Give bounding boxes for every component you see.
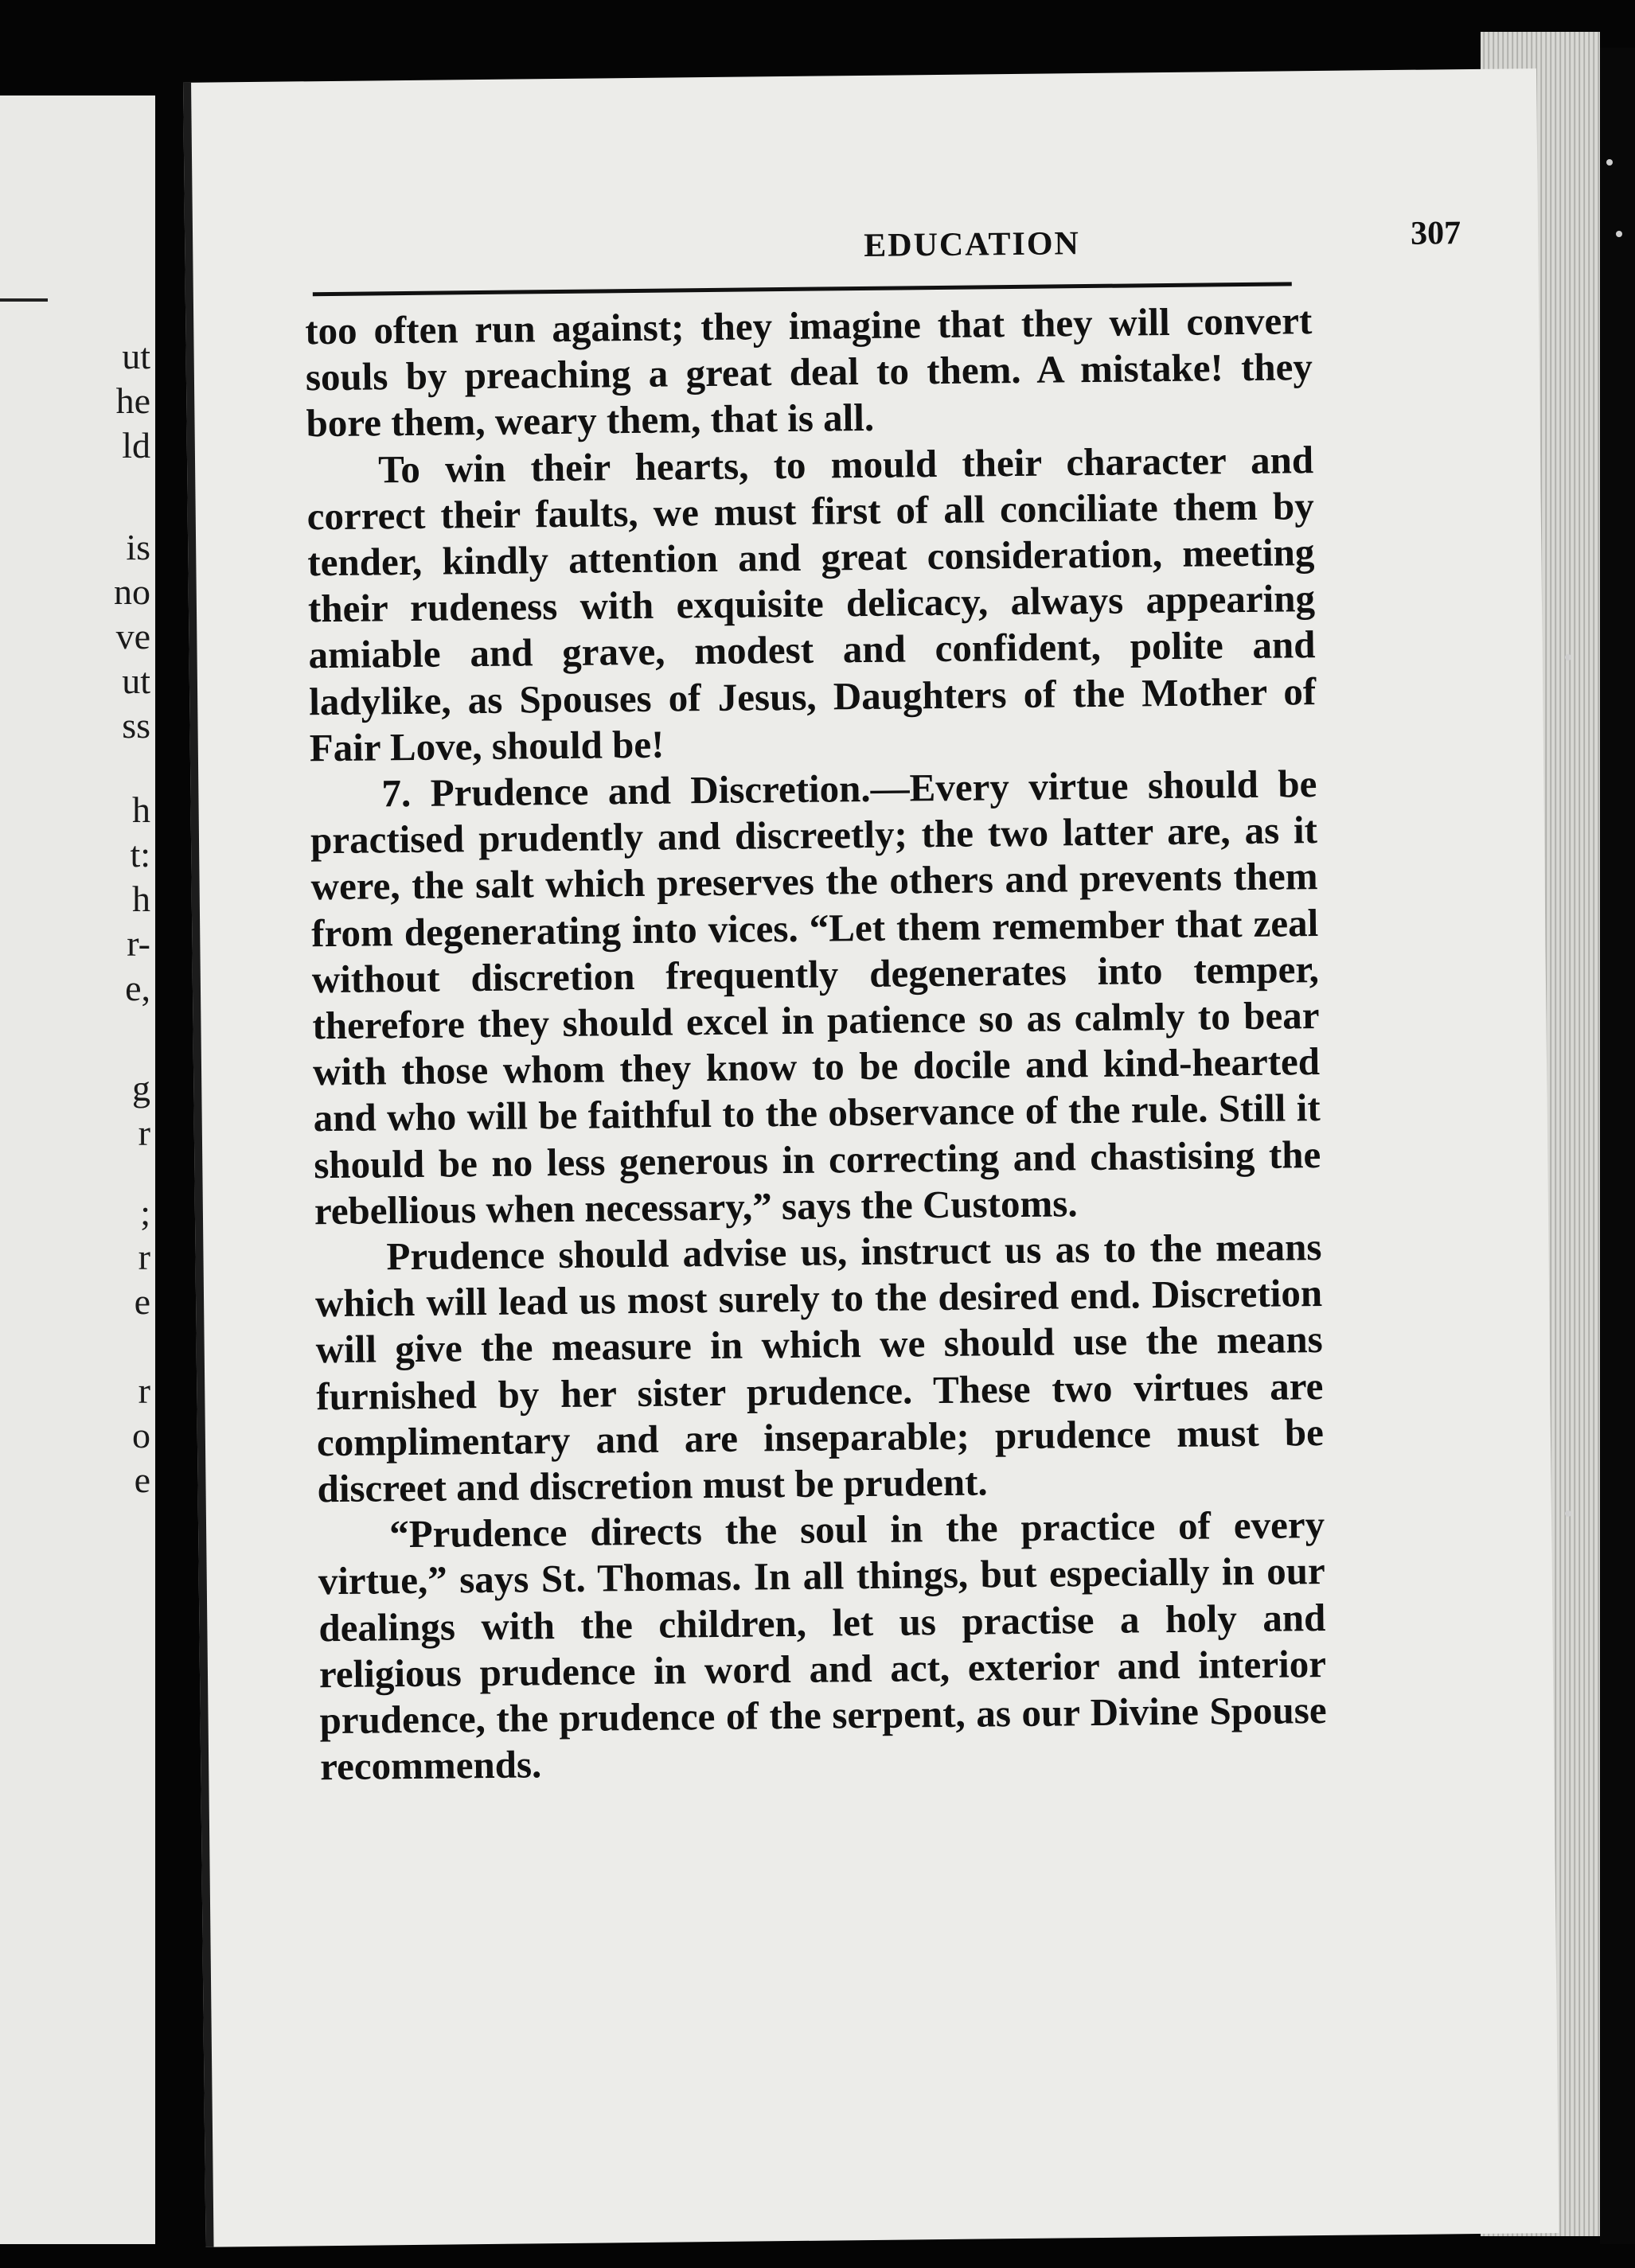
facing-page-fragment: h [132, 789, 150, 830]
facing-page-fragment: ve [115, 616, 150, 657]
facing-page-fragment: e, [125, 968, 150, 1008]
page-header [670, 215, 1467, 276]
facing-page-fragment: r [138, 1237, 150, 1277]
facing-page-fragment: he [115, 380, 150, 421]
scan-speck [1565, 1510, 1571, 1517]
facing-page-fragment: r- [127, 923, 150, 964]
body-text [305, 298, 1327, 1791]
page-number: 307 [1410, 215, 1461, 252]
scan-speck [1606, 159, 1613, 166]
facing-page-fragment: g [132, 1068, 150, 1109]
facing-page-fragment: r [138, 1113, 150, 1153]
facing-page-fragment: o [132, 1415, 150, 1455]
facing-page-fragment: ut [122, 661, 150, 701]
facing-page-fragment: r [138, 1370, 150, 1411]
facing-page-fragment: t: [130, 834, 150, 875]
paragraph: 7. Prudence and Discretion.—Every virtue should be practised prudently and discreetly; the two latter are, as it were, the salt which preserves the others and prevents them from degenerating into vices. “Let them remember that zeal without discretion frequently degenerates into temper, therefore they should excel in patience so as calmly to bear with those whom they know to be docile and kind-hearted and who will be faithful to the observance of the rule. Still it should be no less generous in correcting and chastising the rebellious when necessary,” says the Customs. [310, 762, 1321, 1233]
facing-page-fragment: ss [122, 705, 150, 746]
facing-page-fragment: ut [122, 336, 150, 376]
facing-page-fragment: h [132, 879, 150, 919]
paragraph: To win their hearts, to mould their character and correct their faults, we must first of all conciliate them by tender, kindly attention and great consideration, meeting their rudeness with exquisite delicacy, always appearing amiable and grave, modest and confident, polite and ladylike, as Spouses of Jesus, Daughters of the Mother of Fair Love, should be! [306, 437, 1317, 770]
facing-page-fragment: e [134, 1459, 150, 1500]
paragraph: “Prudence directs the soul in the practice of every virtue,” says St. Thomas. In all things, but especially in our dealings with the children, let us practise a holy and religious prudence in word and act, exterior and interior prudence, the prudence of the serpent, as our Divine Spouse recommends. [318, 1502, 1327, 1789]
facing-page-fragment: ld [122, 425, 150, 466]
facing-page-fragment: ; [140, 1192, 150, 1233]
facing-page-fragment: is [126, 527, 150, 567]
paragraph: Prudence should advise us, instruct us as to the means which will lead us most surely to the desired end. Discretion will give the measure in which we should use the means furnished by her sister prudence. These two virtues are complimentary and are inseparable; prudence must be discreet and discretion must be prudent. [314, 1225, 1325, 1511]
scan-speck [1616, 231, 1622, 237]
facing-page-rule [0, 298, 48, 302]
book-page [183, 68, 1559, 2247]
running-head: EDUCATION [864, 225, 1081, 264]
page-edge-shadow [1600, 48, 1635, 2244]
facing-page-fragment: e [134, 1281, 150, 1322]
paragraph: too often run against; they imagine that they will convert souls by preaching a great deal to them. A mistake! they bore them, weary them, that is all. [305, 298, 1313, 446]
scan-speck [1565, 654, 1571, 661]
header-rule [313, 282, 1292, 296]
facing-page-fragment: no [114, 571, 150, 612]
facing-page [0, 95, 155, 2244]
